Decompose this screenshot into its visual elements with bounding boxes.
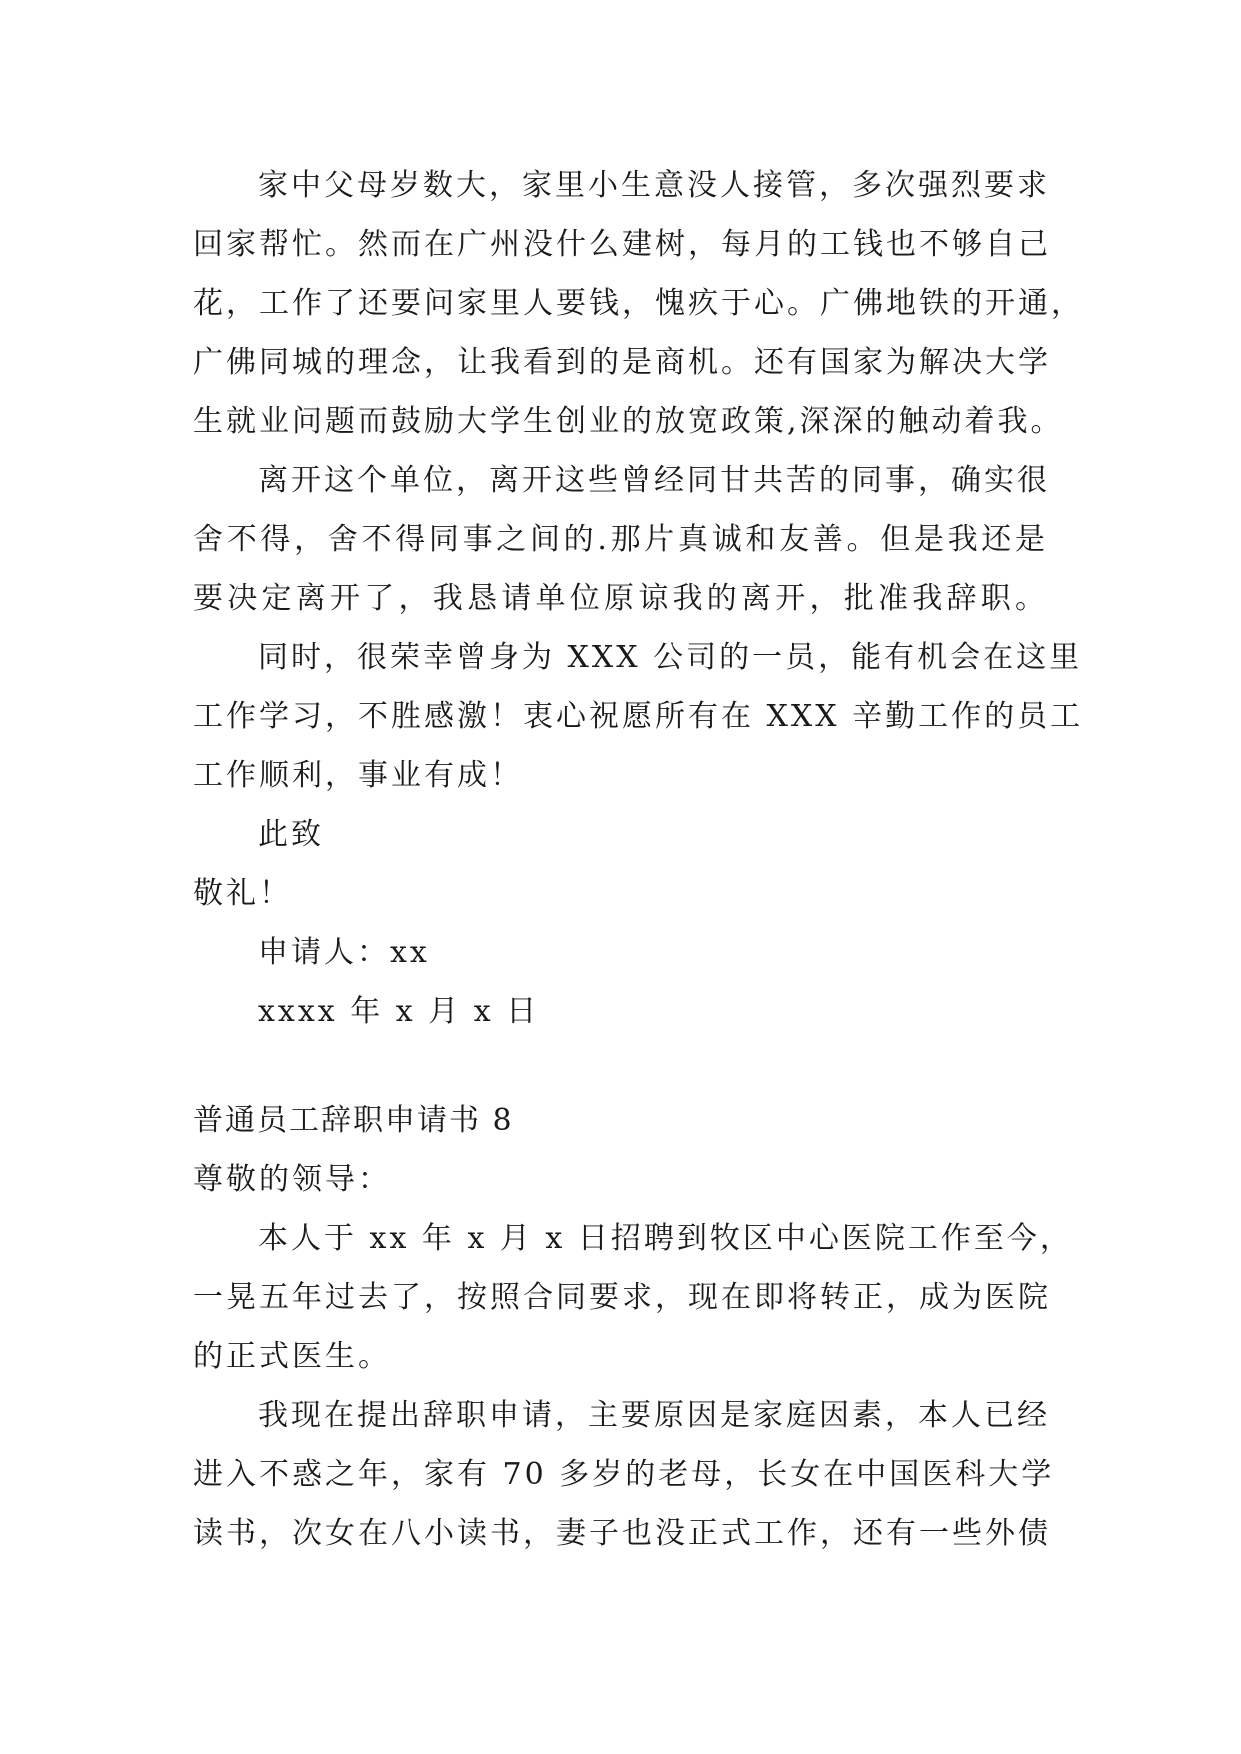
paragraph-line: 要决定离开了，我恳请单位原谅我的离开，批准我辞职。 [193, 581, 1048, 616]
closing-line: 此致 [258, 817, 324, 852]
salutation: 尊敬的领导： [193, 1162, 391, 1197]
paragraph-line: 花，工作了还要问家里人要钱，愧疚于心。广佛地铁的开通， [193, 286, 1084, 321]
paragraph-line: 离开这个单位，离开这些曾经同甘共苦的同事，确实很 [258, 463, 1050, 498]
paragraph-line: 舍不得，舍不得同事之间的.那片真诚和友善。但是我还是 [193, 522, 1048, 557]
paragraph-line: 同时，很荣幸曾身为 XXX 公司的一员，能有机会在这里 [258, 640, 1083, 675]
section-title: 普通员工辞职申请书 8 [193, 1103, 514, 1138]
paragraph-line: 回家帮忙。然而在广州没什么建树，每月的工钱也不够自己 [193, 227, 1051, 262]
paragraph-line: 工作顺利，事业有成！ [193, 758, 523, 793]
paragraph-line: 我现在提出辞职申请，主要原因是家庭因素，本人已经 [258, 1398, 1050, 1433]
paragraph-line: 本人于 xx 年 x 月 x 日招聘到牧区中心医院工作至今， [258, 1221, 1073, 1256]
paragraph-line: 一晃五年过去了，按照合同要求，现在即将转正，成为医院 [193, 1280, 1051, 1315]
paragraph-line: 读书，次女在八小读书，妻子也没正式工作，还有一些外债 [193, 1516, 1051, 1551]
paragraph-line: 进入不惑之年，家有 70 多岁的老母，长女在中国医科大学 [193, 1457, 1055, 1492]
paragraph-line: 的正式医生。 [193, 1339, 391, 1374]
paragraph-line: 家中父母岁数大，家里小生意没人接管，多次强烈要求 [258, 168, 1050, 203]
paragraph-line: 工作学习，不胜感激！衷心祝愿所有在 XXX 辛勤工作的员工 [193, 699, 1084, 734]
date-line: xxxx 年 x 月 x 日 [258, 994, 540, 1029]
paragraph-line: 生就业问题而鼓励大学生创业的放宽政策,深深的触动着我。 [193, 404, 1064, 439]
paragraph-line: 广佛同城的理念，让我看到的是商机。还有国家为解决大学 [193, 345, 1051, 380]
applicant-line: 申请人：xx [258, 935, 430, 970]
closing-line: 敬礼！ [193, 876, 292, 911]
